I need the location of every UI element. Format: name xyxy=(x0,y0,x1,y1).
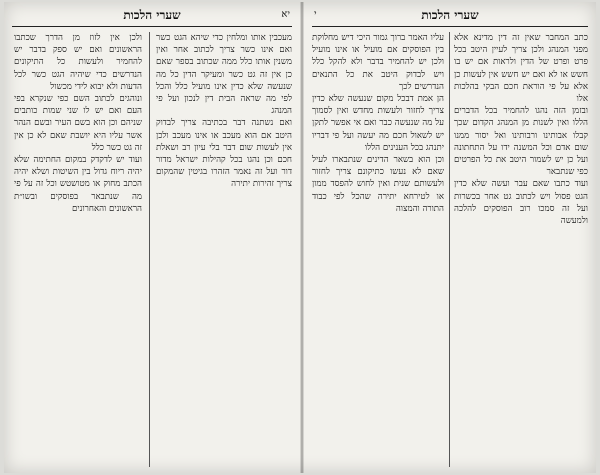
running-title: שערי הלכות xyxy=(421,8,479,22)
page-number: י xyxy=(314,9,317,20)
paragraph: ועוד יש לדקדק במקום החתימה שלא יהיה ריוח גדול בין השיטות ושלא יהיה הכתב מחוק או מטושטש וכל זה על פי מה שנתבאר בפוסקים ובשו״ת הראשונים והאחרונים xyxy=(14,155,142,214)
paragraph: כתב המחבר שאין זה דין מדינא אלא מפני המנהג ולכן צריך לעיין היטב בכל פרט ופרט של הדין ולראות אם יש בו חשש או לא ואם יש חשש אין לעשות כן אלא על פי הוראת חכם הבקי בהלכות אלו xyxy=(454,33,588,105)
page-header xyxy=(312,8,588,27)
text-column-right xyxy=(454,32,588,467)
paragraph: מעכבין אותו ומלחין כדי שיהא הגט כשר ואם אינו כשר צריך לכתוב אחר ואין משנין אותו כלל ממה שכתוב בספר שאם כן אין זה גט כשר ומעיקר הדין כל מה שנעשה שלא כדין אינו מועיל כלל והכל לפי מה שראה הבית דין לנכון ועל פי המנהג xyxy=(156,33,292,117)
column-divider xyxy=(449,32,450,467)
paragraph: ונוהגים לכתוב השם כפי שנקרא בפי העם ואם יש לו שני שמות כותבים שניהם וכן הוא בשם העיר ובשם הנהר אשר עליו היא יושבת שאם לא כן אין זה גט כשר כלל xyxy=(14,94,142,153)
right-page xyxy=(304,2,596,473)
paragraph: וכן הוא בשאר הדינים שנתבארו לעיל שאם לא נעשו כתיקונם צריך לחזור ולעשותם שנית ואין לחוש להפסד ממון או לטירחא יתירה שהכל לפי כבוד התורה והמצוה xyxy=(312,155,444,214)
paragraph: הן אמת דבכל מקום שנעשה שלא כדין צריך לחזור ולעשות מחדש ואין לסמוך על מה שנעשה כבר ואם אי אפשר לתקן יש לשאול חכם מה יעשה ועל פי דבריו יתנהג בכל הענינים הללו xyxy=(312,94,444,153)
page-number: יא xyxy=(281,9,290,20)
paragraph: ועוד כתבו שאם עבר ועשה שלא כדין הגט פסול ויש לכתוב גט אחר בכשרות ועל זה סמכו רוב הפוסקים להלכה ולמעשה xyxy=(454,179,588,227)
left-page xyxy=(4,2,300,473)
page-header xyxy=(12,8,292,27)
column-divider xyxy=(149,32,150,467)
text-column-left xyxy=(312,32,444,467)
paragraph: ולכן אין לזוז מן הדרך שכתבו הראשונים ואם יש ספק בדבר יש להחמיר ולעשות כל התיקונים הנדרשים כדי שיהיה הגט כשר לכל הדעות ולא יבוא לידי מכשול xyxy=(14,33,142,92)
book-spread xyxy=(4,2,596,473)
paragraph: ובזמן הזה נהגו להחמיר בכל הדברים הללו ואין לשנות מן המנהג הקדום שכך קבלו אבותינו ורבותינו ואל יסור ממנו שום אדם וכל המשנה ידו על התחתונה ועל כן יש לשמור היטב את כל הפרטים כפי שנתבאר xyxy=(454,106,588,178)
paragraph: עליו האמר ברוך גמור היכי דיש מחלוקת בין הפוסקים אם מועיל או אינו מועיל ולכן יש להחמיר בדבר ולא להקל כלל ויש לבדוק היטב את כל התנאים הנדרשים לכך xyxy=(312,33,444,92)
text-column-left xyxy=(14,32,142,467)
paragraph: ואם נשתנה דבר בכתיבה צריך לבדוק היטב אם הוא מעכב או אינו מעכב ולכן אין לעשות שום דבר בלי עיון רב ושאלת חכם וכן נהגו בכל קהילות ישראל מדור דור ועל זה נאמר הזהרו בגיטין שהמקום צריך זהירות יתירה xyxy=(156,118,292,190)
text-column-right xyxy=(156,32,292,467)
running-title: שערי הלכות xyxy=(123,8,181,22)
